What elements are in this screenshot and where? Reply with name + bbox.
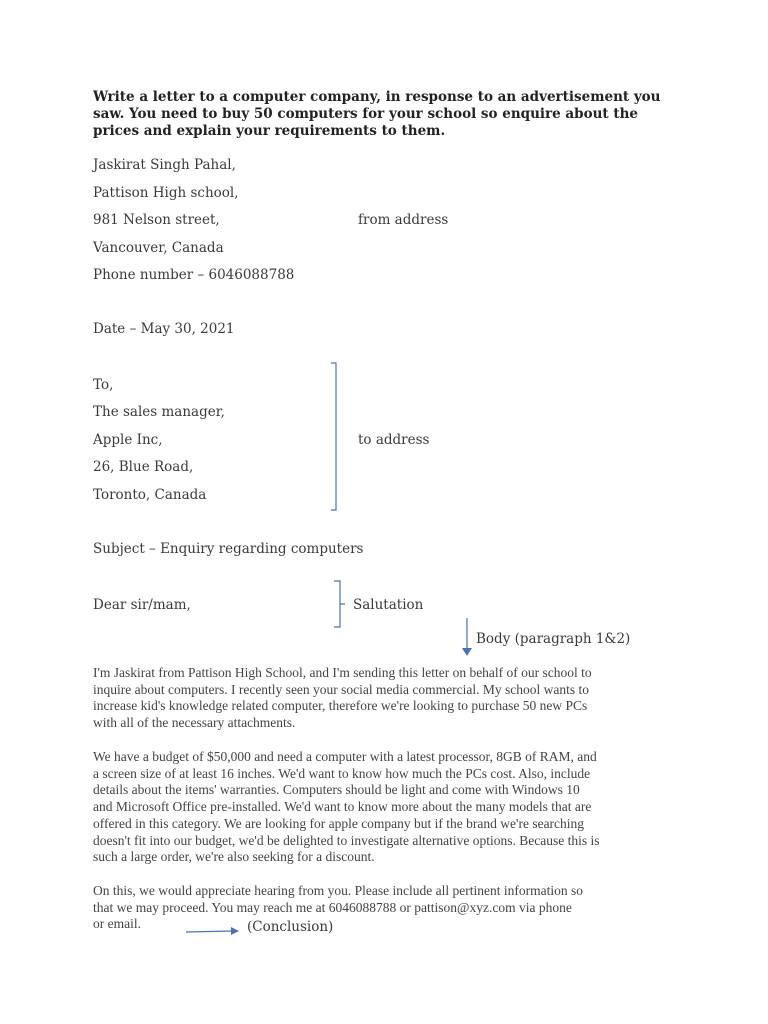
assignment-prompt: Write a letter to a computer company, in response to an advertisement you saw. You need to buy 50 computers for your school so enquire about the prices and explain your requirements to them. <box>93 89 661 139</box>
conclusion-arrowhead-icon <box>231 927 239 935</box>
from-city: Vancouver, Canada <box>93 240 224 256</box>
to-company: Apple Inc, <box>93 432 163 448</box>
conclusion-label: (Conclusion) <box>247 919 334 935</box>
letter-date: Date – May 30, 2021 <box>93 321 235 337</box>
to-recipient: The sales manager, <box>93 404 225 420</box>
paragraph-line: a screen size of at least 16 inches. We'd want to know how much the PCs cost. Also, include <box>93 765 591 781</box>
from-phone: Phone number – 6046088788 <box>93 267 295 283</box>
paragraph-line: On this, we would appreciate hearing from you. Please include all pertinent information so <box>93 883 583 898</box>
paragraph-line: details about the items' warranties. Computers should be light and come with Windows 10 <box>93 782 580 798</box>
conclusion-arrow-icon <box>186 931 232 932</box>
body-label: Body (paragraph 1&2) <box>476 631 631 647</box>
paragraph-line: I'm Jaskirat from Pattison High School, and I'm sending this letter on behalf of our school to <box>93 665 592 680</box>
to-line: To, <box>93 377 114 393</box>
paragraph-line: with all of the necessary attachments. <box>93 715 296 731</box>
paragraph-line: such a large order, we're also seeking for a discount. <box>93 849 375 865</box>
paragraph-line: and Microsoft Office pre-installed. We'd want to know more about the many models that are <box>93 799 592 815</box>
from-name: Jaskirat Singh Pahal, <box>93 157 236 173</box>
to-city: Toronto, Canada <box>93 487 207 503</box>
body-arrowhead-icon <box>462 648 472 656</box>
paragraph-line: increase kid's knowledge related computer, therefore we're looking to purchase 50 new PCs <box>93 698 588 714</box>
paragraph-line: offered in this category. We are looking for apple company but if the brand we're searching <box>93 815 585 831</box>
salutation-bracket <box>334 581 345 627</box>
salutation-label: Salutation <box>353 597 424 613</box>
letter-subject: Subject – Enquiry regarding computers <box>93 541 364 557</box>
paragraph-line: doesn't fit into our budget, we'd be delighted to investigate alternative options. Because this is <box>93 832 600 848</box>
to-address-label: to address <box>358 432 430 448</box>
from-street: 981 Nelson street, <box>93 212 220 228</box>
to-address-bracket <box>331 363 336 510</box>
from-school: Pattison High school, <box>93 185 239 201</box>
paragraph-line: inquire about computers. I recently seen your social media commercial. My school wants to <box>93 681 589 697</box>
paragraph-line: or email. <box>93 916 141 932</box>
paragraph-line: We have a budget of $50,000 and need a computer with a latest processor, 8GB of RAM, and <box>93 749 597 764</box>
paragraph-line: that we may proceed. You may reach me at 6046088788 or pattison@xyz.com via phone <box>93 899 572 915</box>
to-street: 26, Blue Road, <box>93 459 194 475</box>
from-address-label: from address <box>358 212 449 228</box>
salutation: Dear sir/mam, <box>93 597 191 613</box>
